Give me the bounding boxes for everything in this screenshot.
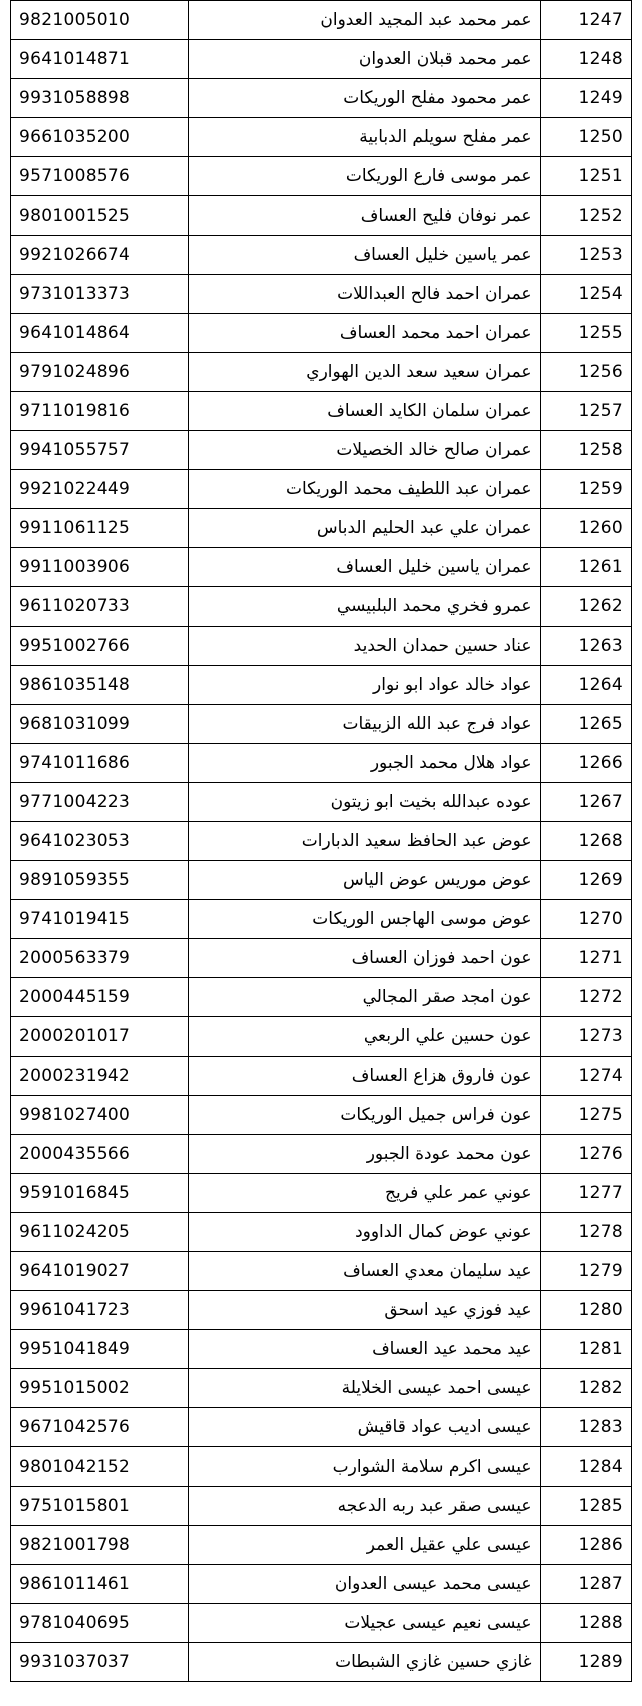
full-name-cell: عيد محمد عيد العساف xyxy=(188,1330,540,1369)
national-id-cell: 9791024896 xyxy=(11,352,189,391)
serial-number-cell: 1267 xyxy=(540,782,631,821)
serial-number-cell: 1285 xyxy=(540,1486,631,1525)
table-row xyxy=(11,1447,632,1486)
table-row xyxy=(11,1212,632,1251)
serial-number-cell: 1289 xyxy=(540,1642,631,1681)
national-id-cell: 9611020733 xyxy=(11,587,189,626)
full-name-cell: عمران سلمان الكايد العساف xyxy=(188,391,540,430)
full-name-cell: عيد فوزي عيد اسحق xyxy=(188,1291,540,1330)
national-id-cell: 9731013373 xyxy=(11,274,189,313)
national-id-cell: 9821005010 xyxy=(11,1,189,40)
national-id-cell: 9961041723 xyxy=(11,1291,189,1330)
table-row xyxy=(11,157,632,196)
serial-number-cell: 1252 xyxy=(540,196,631,235)
national-id-cell: 9821001798 xyxy=(11,1525,189,1564)
national-id-cell: 9641019027 xyxy=(11,1252,189,1291)
roster-table xyxy=(10,0,632,1682)
national-id-cell: 9781040695 xyxy=(11,1603,189,1642)
table-row xyxy=(11,1,632,40)
table-row xyxy=(11,978,632,1017)
national-id-cell: 9711019816 xyxy=(11,391,189,430)
table-row xyxy=(11,1134,632,1173)
national-id-cell: 9931058898 xyxy=(11,79,189,118)
serial-number-cell: 1264 xyxy=(540,665,631,704)
table-row xyxy=(11,939,632,978)
full-name-cell: عيسى احمد عيسى الخلايلة xyxy=(188,1369,540,1408)
serial-number-cell: 1263 xyxy=(540,626,631,665)
serial-number-cell: 1275 xyxy=(540,1095,631,1134)
serial-number-cell: 1277 xyxy=(540,1173,631,1212)
serial-number-cell: 1282 xyxy=(540,1369,631,1408)
serial-number-cell: 1257 xyxy=(540,391,631,430)
table-row xyxy=(11,900,632,939)
full-name-cell: عيسى محمد عيسى العدوان xyxy=(188,1564,540,1603)
serial-number-cell: 1283 xyxy=(540,1408,631,1447)
full-name-cell: عوني عمر علي فريج xyxy=(188,1173,540,1212)
serial-number-cell: 1273 xyxy=(540,1017,631,1056)
full-name-cell: عون فاروق هزاع العساف xyxy=(188,1056,540,1095)
national-id-cell: 9951002766 xyxy=(11,626,189,665)
national-id-cell: 9611024205 xyxy=(11,1212,189,1251)
full-name-cell: عيسى اديب عواد قاقيش xyxy=(188,1408,540,1447)
national-id-cell: 9921022449 xyxy=(11,470,189,509)
table-row xyxy=(11,1564,632,1603)
table-row xyxy=(11,821,632,860)
serial-number-cell: 1266 xyxy=(540,743,631,782)
full-name-cell: عمران احمد فالح العبداللات xyxy=(188,274,540,313)
national-id-cell: 9571008576 xyxy=(11,157,189,196)
national-id-cell: 9931037037 xyxy=(11,1642,189,1681)
table-row xyxy=(11,470,632,509)
serial-number-cell: 1278 xyxy=(540,1212,631,1251)
national-id-cell: 9801001525 xyxy=(11,196,189,235)
full-name-cell: عوض موريس عوض الياس xyxy=(188,861,540,900)
table-row xyxy=(11,235,632,274)
full-name-cell: عواد خالد عواد ابو نوار xyxy=(188,665,540,704)
full-name-cell: عيد سليمان معدي العساف xyxy=(188,1252,540,1291)
table-row xyxy=(11,704,632,743)
table-row xyxy=(11,1095,632,1134)
national-id-cell: 9981027400 xyxy=(11,1095,189,1134)
table-row xyxy=(11,1330,632,1369)
national-id-cell: 9911061125 xyxy=(11,509,189,548)
full-name-cell: عمر نوفان فليح العساف xyxy=(188,196,540,235)
table-row xyxy=(11,274,632,313)
serial-number-cell: 1281 xyxy=(540,1330,631,1369)
full-name-cell: عواد فرج عبد الله الزبيقات xyxy=(188,704,540,743)
national-id-cell: 9591016845 xyxy=(11,1173,189,1212)
serial-number-cell: 1255 xyxy=(540,313,631,352)
table-row xyxy=(11,509,632,548)
full-name-cell: عون فراس جميل الوريكات xyxy=(188,1095,540,1134)
table-row xyxy=(11,1369,632,1408)
full-name-cell: عمران عبد اللطيف محمد الوريكات xyxy=(188,470,540,509)
table-row xyxy=(11,665,632,704)
serial-number-cell: 1256 xyxy=(540,352,631,391)
national-id-cell: 9751015801 xyxy=(11,1486,189,1525)
serial-number-cell: 1258 xyxy=(540,431,631,470)
serial-number-cell: 1270 xyxy=(540,900,631,939)
national-id-cell: 9641014871 xyxy=(11,40,189,79)
full-name-cell: عمر محمد عبد المجيد العدوان xyxy=(188,1,540,40)
table-row xyxy=(11,352,632,391)
serial-number-cell: 1274 xyxy=(540,1056,631,1095)
national-id-cell: 9771004223 xyxy=(11,782,189,821)
serial-number-cell: 1268 xyxy=(540,821,631,860)
national-id-cell: 2000231942 xyxy=(11,1056,189,1095)
full-name-cell: عون احمد فوزان العساف xyxy=(188,939,540,978)
serial-number-cell: 1276 xyxy=(540,1134,631,1173)
full-name-cell: عوده عبدالله بخيت ابو زيتون xyxy=(188,782,540,821)
table-row xyxy=(11,1291,632,1330)
table-row xyxy=(11,40,632,79)
serial-number-cell: 1260 xyxy=(540,509,631,548)
table-row xyxy=(11,1252,632,1291)
national-id-cell: 9641014864 xyxy=(11,313,189,352)
serial-number-cell: 1284 xyxy=(540,1447,631,1486)
table-row xyxy=(11,587,632,626)
national-id-cell: 9801042152 xyxy=(11,1447,189,1486)
table-row xyxy=(11,861,632,900)
serial-number-cell: 1265 xyxy=(540,704,631,743)
serial-number-cell: 1251 xyxy=(540,157,631,196)
table-row xyxy=(11,391,632,430)
serial-number-cell: 1253 xyxy=(540,235,631,274)
national-id-cell: 9681031099 xyxy=(11,704,189,743)
table-row xyxy=(11,548,632,587)
serial-number-cell: 1261 xyxy=(540,548,631,587)
serial-number-cell: 1250 xyxy=(540,118,631,157)
national-id-cell: 9741011686 xyxy=(11,743,189,782)
full-name-cell: عيسى علي عقيل العمر xyxy=(188,1525,540,1564)
table-row xyxy=(11,1603,632,1642)
roster-table-body xyxy=(11,1,632,1682)
national-id-cell: 9671042576 xyxy=(11,1408,189,1447)
serial-number-cell: 1254 xyxy=(540,274,631,313)
national-id-cell: 9941055757 xyxy=(11,431,189,470)
full-name-cell: عمر ياسين خليل العساف xyxy=(188,235,540,274)
national-id-cell: 2000435566 xyxy=(11,1134,189,1173)
table-row xyxy=(11,313,632,352)
national-id-cell: 9911003906 xyxy=(11,548,189,587)
full-name-cell: عون امجد صقر المجالي xyxy=(188,978,540,1017)
national-id-cell: 9951041849 xyxy=(11,1330,189,1369)
table-row xyxy=(11,1056,632,1095)
serial-number-cell: 1288 xyxy=(540,1603,631,1642)
table-row xyxy=(11,743,632,782)
serial-number-cell: 1280 xyxy=(540,1291,631,1330)
full-name-cell: عمرو فخري محمد البلبيسي xyxy=(188,587,540,626)
full-name-cell: عمران سعيد سعد الدين الهواري xyxy=(188,352,540,391)
full-name-cell: عمران احمد محمد العساف xyxy=(188,313,540,352)
serial-number-cell: 1259 xyxy=(540,470,631,509)
national-id-cell: 9891059355 xyxy=(11,861,189,900)
full-name-cell: عيسى نعيم عيسى عجيلات xyxy=(188,1603,540,1642)
serial-number-cell: 1248 xyxy=(540,40,631,79)
document-sheet xyxy=(10,0,632,1682)
full-name-cell: عمر محمود مفلح الوريكات xyxy=(188,79,540,118)
table-row xyxy=(11,1642,632,1681)
full-name-cell: عمران علي عبد الحليم الدباس xyxy=(188,509,540,548)
full-name-cell: عمران صالح خالد الخصيلات xyxy=(188,431,540,470)
full-name-cell: عمر مفلح سويلم الدبابية xyxy=(188,118,540,157)
full-name-cell: عوض عبد الحافظ سعيد الدبارات xyxy=(188,821,540,860)
serial-number-cell: 1271 xyxy=(540,939,631,978)
full-name-cell: عمر موسى فارع الوريكات xyxy=(188,157,540,196)
table-row xyxy=(11,1408,632,1447)
national-id-cell: 9861035148 xyxy=(11,665,189,704)
table-row xyxy=(11,1017,632,1056)
full-name-cell: غازي حسين غازي الشبطات xyxy=(188,1642,540,1681)
national-id-cell: 9741019415 xyxy=(11,900,189,939)
national-id-cell: 9861011461 xyxy=(11,1564,189,1603)
serial-number-cell: 1272 xyxy=(540,978,631,1017)
full-name-cell: عواد هلال محمد الجبور xyxy=(188,743,540,782)
national-id-cell: 2000201017 xyxy=(11,1017,189,1056)
table-row xyxy=(11,196,632,235)
full-name-cell: عوني عوض كمال الداوود xyxy=(188,1212,540,1251)
full-name-cell: عون محمد عودة الجبور xyxy=(188,1134,540,1173)
national-id-cell: 9641023053 xyxy=(11,821,189,860)
national-id-cell: 9951015002 xyxy=(11,1369,189,1408)
serial-number-cell: 1287 xyxy=(540,1564,631,1603)
serial-number-cell: 1262 xyxy=(540,587,631,626)
table-row xyxy=(11,1486,632,1525)
full-name-cell: عيسى اكرم سلامة الشوارب xyxy=(188,1447,540,1486)
serial-number-cell: 1249 xyxy=(540,79,631,118)
serial-number-cell: 1279 xyxy=(540,1252,631,1291)
table-row xyxy=(11,782,632,821)
table-row xyxy=(11,1525,632,1564)
national-id-cell: 2000445159 xyxy=(11,978,189,1017)
serial-number-cell: 1286 xyxy=(540,1525,631,1564)
full-name-cell: عمران ياسين خليل العساف xyxy=(188,548,540,587)
table-row xyxy=(11,1173,632,1212)
table-row xyxy=(11,118,632,157)
full-name-cell: عون حسين علي الربعي xyxy=(188,1017,540,1056)
national-id-cell: 9661035200 xyxy=(11,118,189,157)
full-name-cell: عناد حسين حمدان الحديد xyxy=(188,626,540,665)
national-id-cell: 2000563379 xyxy=(11,939,189,978)
full-name-cell: عوض موسى الهاجس الوريكات xyxy=(188,900,540,939)
full-name-cell: عيسى صقر عبد ربه الدعجه xyxy=(188,1486,540,1525)
serial-number-cell: 1247 xyxy=(540,1,631,40)
table-row xyxy=(11,79,632,118)
table-row xyxy=(11,431,632,470)
table-row xyxy=(11,626,632,665)
serial-number-cell: 1269 xyxy=(540,861,631,900)
national-id-cell: 9921026674 xyxy=(11,235,189,274)
full-name-cell: عمر محمد قبلان العدوان xyxy=(188,40,540,79)
